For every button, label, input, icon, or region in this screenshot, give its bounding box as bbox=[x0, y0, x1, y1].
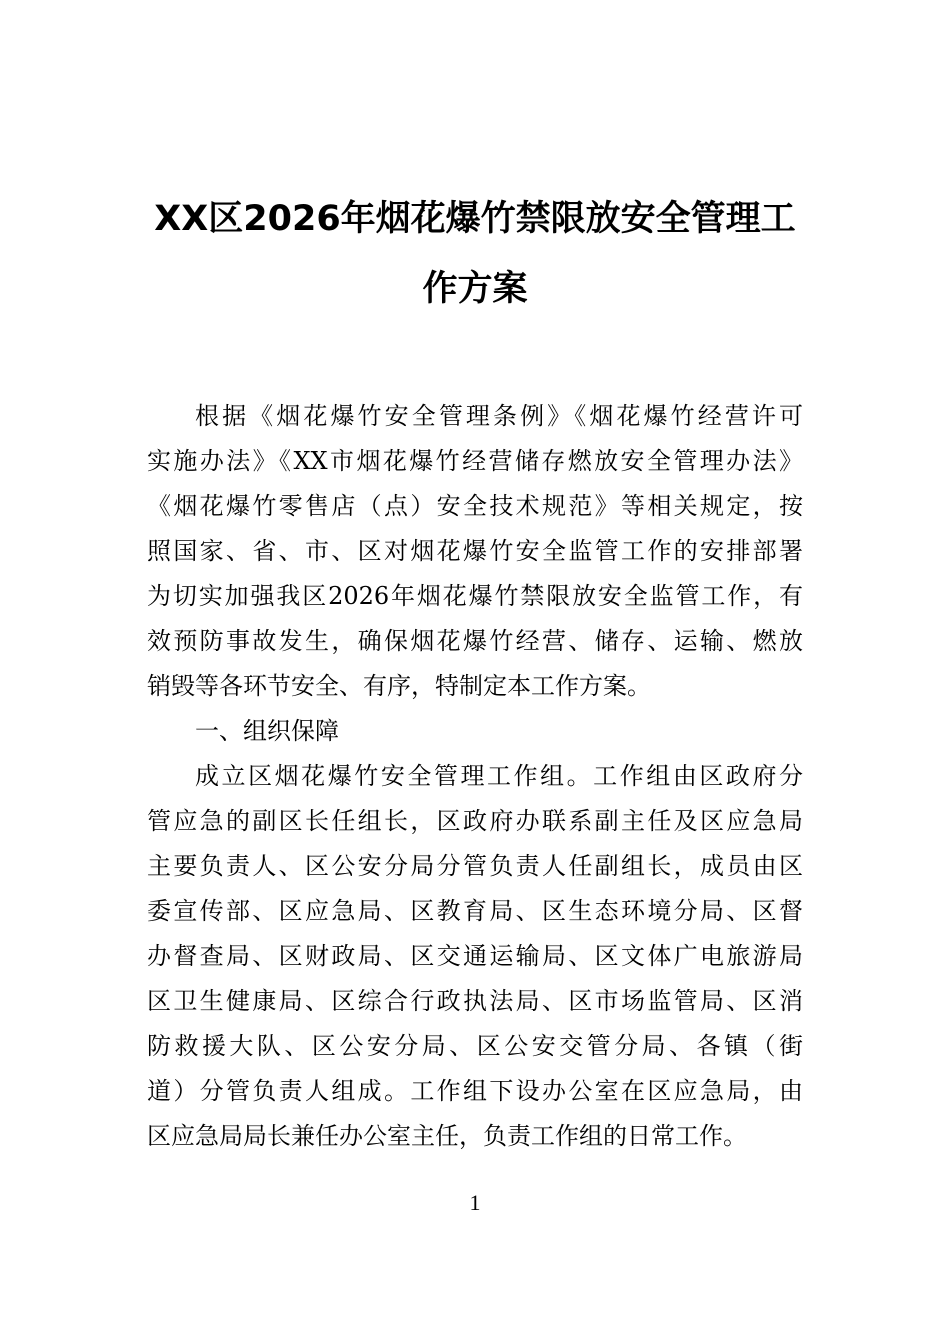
intro-paragraph-line: 效预防事故发生，确保烟花爆竹经营、储存、运输、燃放 bbox=[147, 627, 803, 655]
section-paragraph-line: 区卫生健康局、区综合行政执法局、区市场监管局、区消 bbox=[147, 987, 803, 1015]
page-number: 1 bbox=[469, 1190, 481, 1215]
intro-paragraph-line: 根据《烟花爆竹安全管理条例》《烟花爆竹经营许可 bbox=[195, 402, 803, 430]
section-paragraph-line: 成立区烟花爆竹安全管理工作组。工作组由区政府分 bbox=[195, 762, 803, 790]
section-paragraph-line: 区应急局局长兼任办公室主任，负责工作组的日常工作。 bbox=[147, 1122, 747, 1150]
document-title-line-2: 作方案 bbox=[422, 269, 528, 309]
section-paragraph-line: 管应急的副区长任组长，区政府办联系副主任及区应急局 bbox=[147, 807, 803, 835]
intro-paragraph-line: 照国家、省、市、区对烟花爆竹安全监管工作的安排部署 bbox=[147, 537, 803, 565]
section-paragraph-line: 委宣传部、区应急局、区教育局、区生态环境分局、区督 bbox=[147, 897, 803, 925]
section-paragraph-line: 办督查局、区财政局、区交通运输局、区文体广电旅游局 bbox=[147, 942, 803, 970]
section-paragraph-line: 防救援大队、区公安分局、区公安交管分局、各镇（街 bbox=[147, 1032, 803, 1060]
intro-paragraph-line: 销毁等各环节安全、有序，特制定本工作方案。 bbox=[147, 672, 651, 700]
section-heading: 一、组织保障 bbox=[195, 717, 339, 745]
document-title-line-1: XX区2026年烟花爆竹禁限放安全管理工 bbox=[154, 199, 796, 239]
section-paragraph-line: 主要负责人、区公安分局分管负责人任副组长，成员由区 bbox=[147, 852, 803, 880]
intro-paragraph-line: 实施办法》《XX市烟花爆竹经营储存燃放安全管理办法》 bbox=[147, 447, 803, 475]
section-paragraph-line: 道）分管负责人组成。工作组下设办公室在区应急局，由 bbox=[147, 1077, 803, 1105]
intro-paragraph-line: 为切实加强我区2026年烟花爆竹禁限放安全监管工作，有 bbox=[147, 582, 803, 610]
intro-paragraph-line: 《烟花爆竹零售店（点）安全技术规范》等相关规定，按 bbox=[147, 492, 803, 520]
